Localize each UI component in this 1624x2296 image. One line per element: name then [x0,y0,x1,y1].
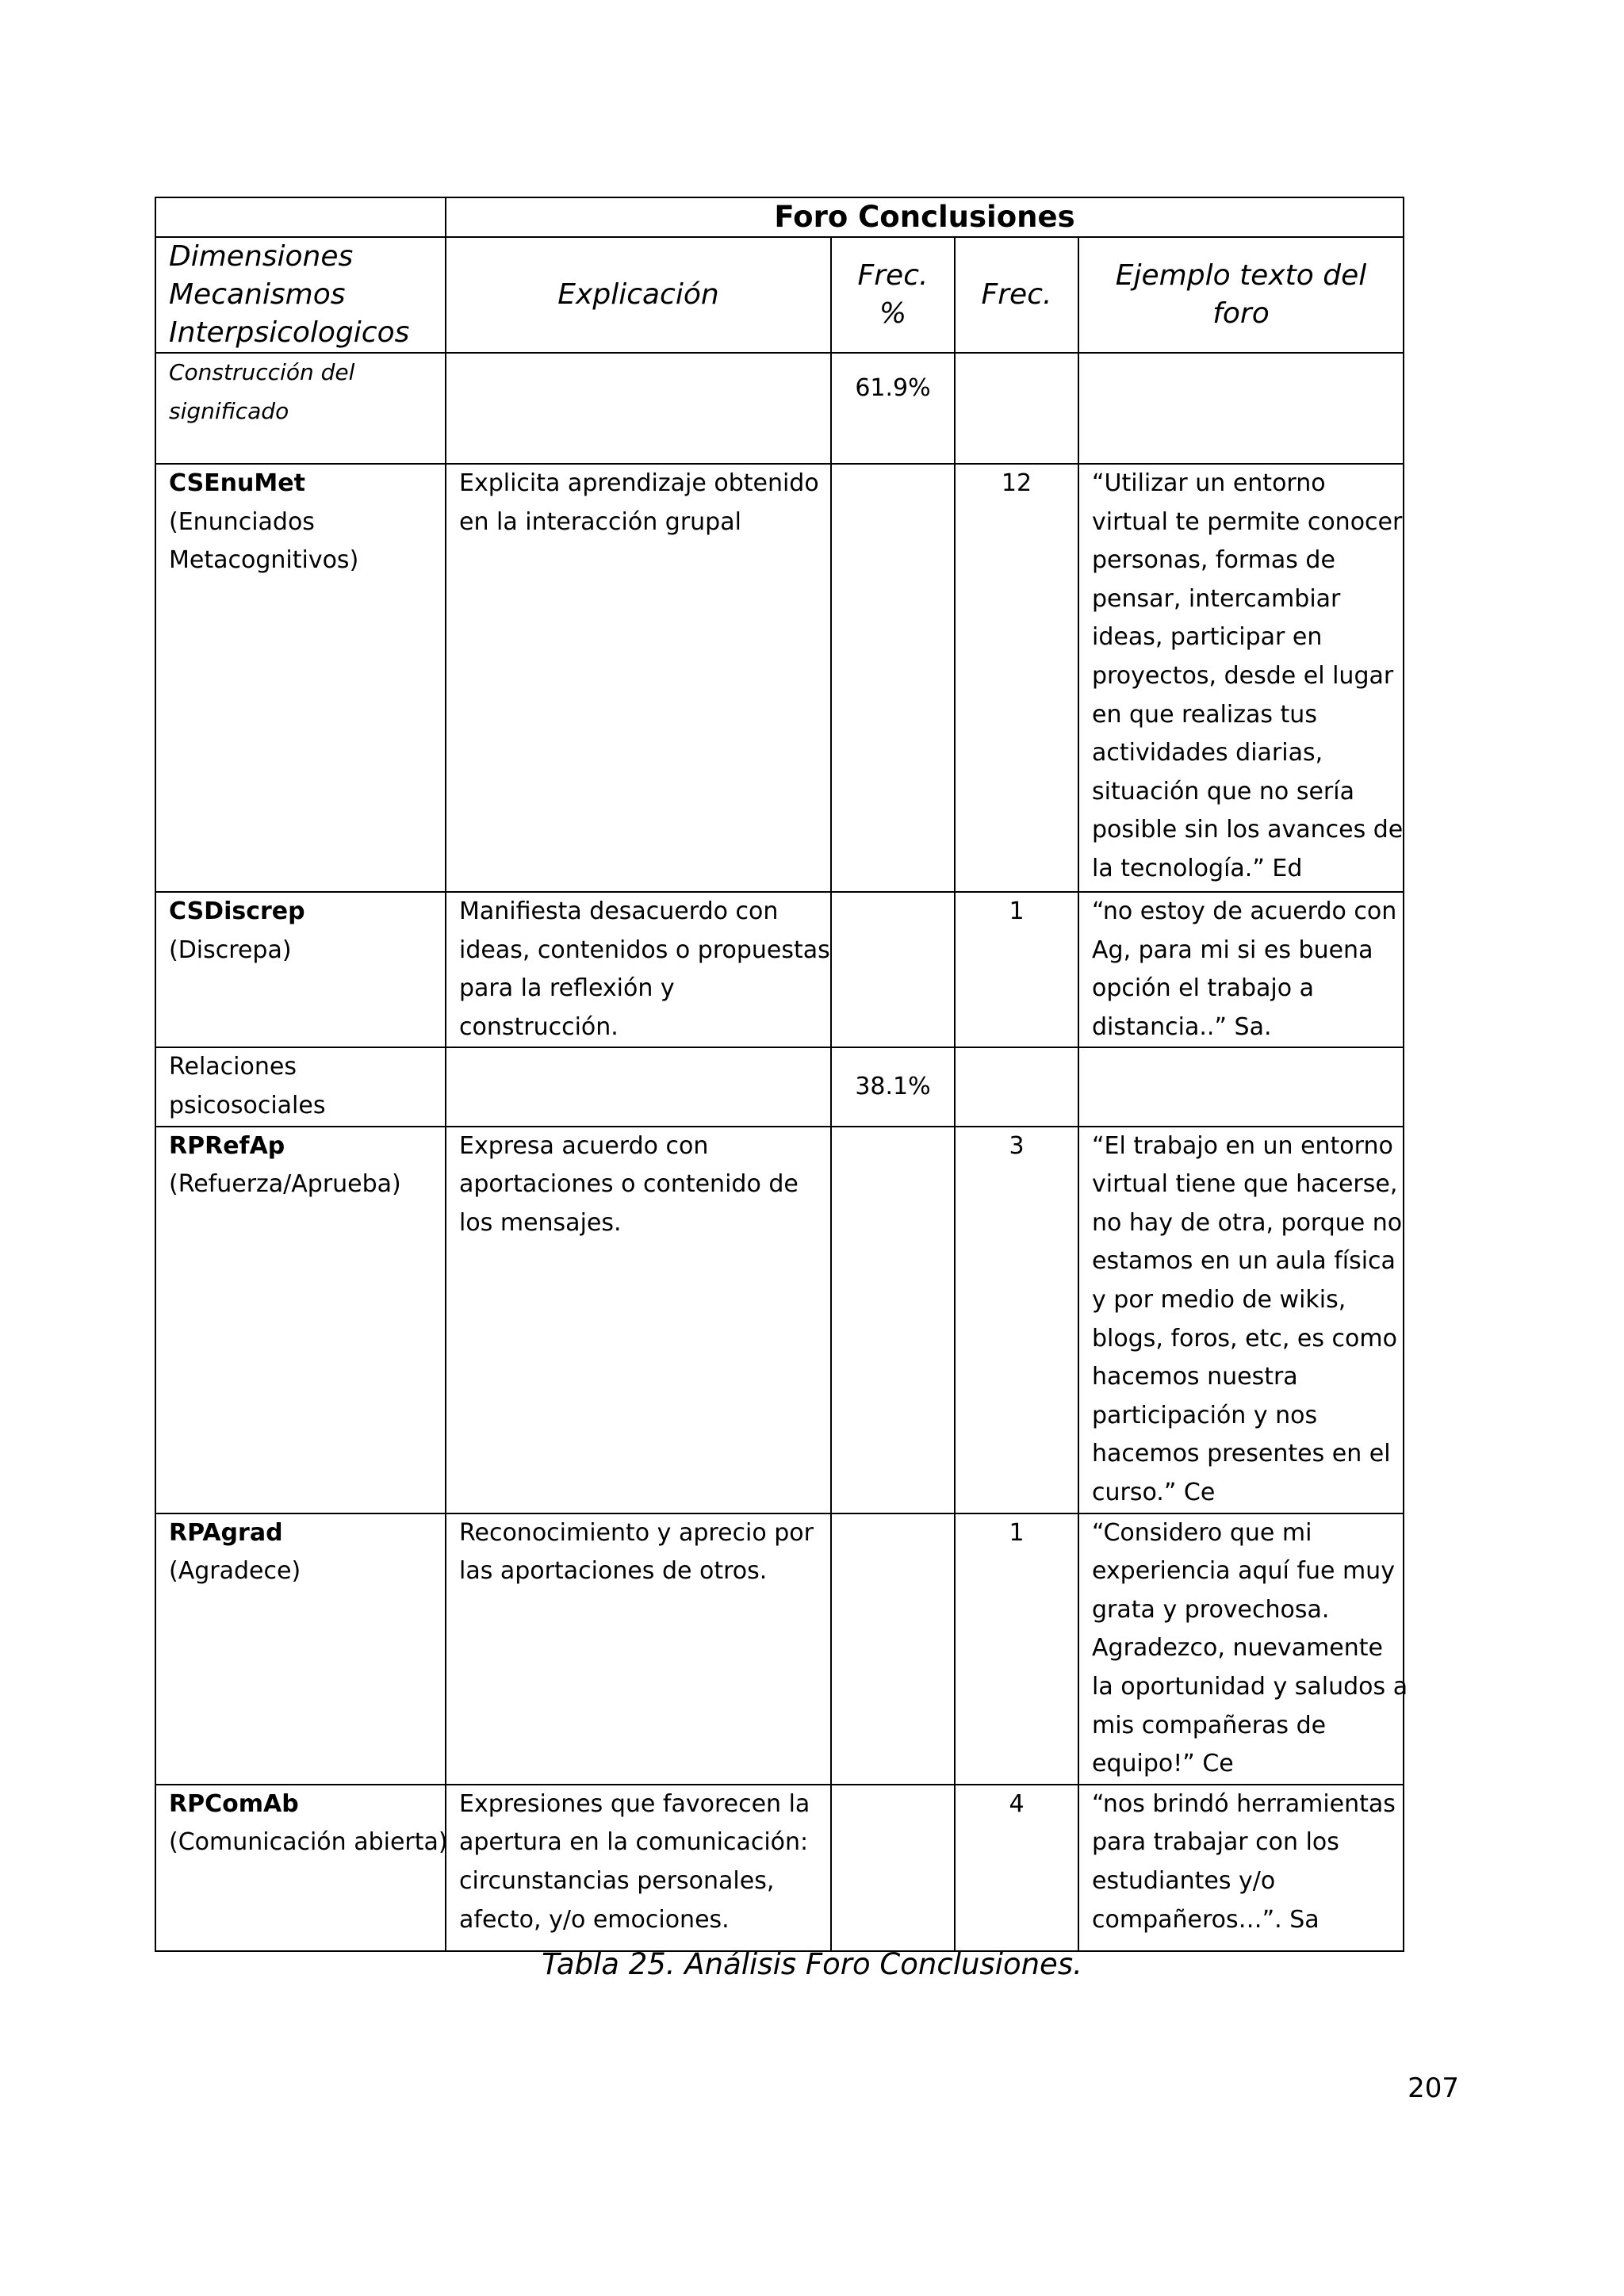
table-row [155,1513,1404,1785]
table-title: Foro Conclusiones [446,197,1404,237]
header-frec: Frec. [955,237,1078,353]
section-percent: 61.9% [831,353,955,464]
section-blank-explanation [446,353,831,464]
mechanism-code: RPComAb [169,1789,299,1818]
explanation-cell: Reconocimiento y aprecio por las aportaciones de otros. [446,1513,831,1785]
table-row [155,1127,1404,1513]
example-cell: “Considero que mi experiencia aquí fue muy grata y provechosa. Agradezco, nuevamente la oportunidad y saludos a mis compañeras de equipo!” Ce [1078,1513,1404,1785]
section-blank-explanation [446,1047,831,1126]
mechanism-code: RPAgrad [169,1518,283,1547]
table-row [155,464,1404,892]
section-label: Relaciones psicosociales [155,1047,446,1126]
table-row [155,892,1404,1047]
header-frec-pct: Frec. % [831,237,955,353]
section-blank-example [1078,1047,1404,1126]
example-cell: “no estoy de acuerdo con Ag, para mi si es buena opción el trabajo a distancia..” Sa. [1078,892,1404,1047]
explanation-cell: Manifiesta desacuerdo con ideas, contenidos o propuestas para la reflexión y construcción. [446,892,831,1047]
title-blank-cell [155,197,446,237]
table-row [155,1785,1404,1951]
mechanism-cell: CSDiscrep (Discrepa) [155,892,446,1047]
header-row [155,237,1404,353]
mechanism-cell: CSEnuMet (Enunciados Metacognitivos) [155,464,446,892]
page-number: 207 [1408,2072,1459,2104]
percent-cell [831,1785,955,1951]
explanation-cell: Expresiones que favorecen la apertura en la comunicación: circunstancias personales, afecto, y/o emociones. [446,1785,831,1951]
mechanism-cell: RPRefAp (Refuerza/Aprueba) [155,1127,446,1513]
section-blank-example [1078,353,1404,464]
mechanism-cell: RPAgrad (Agradece) [155,1513,446,1785]
explanation-cell: Explicita aprendizaje obtenido en la interacción grupal [446,464,831,892]
mechanism-code: RPRefAp [169,1131,285,1160]
table-caption: Tabla 25. Análisis Foro Conclusiones. [542,1947,1082,1981]
title-row [155,197,1404,237]
header-ejemplo: Ejemplo texto del foro [1078,237,1404,353]
section-row [155,353,1404,464]
example-cell: “Utilizar un entorno virtual te permite conocer personas, formas de pensar, intercambiar ideas, participar en proyectos, desde el lugar en que realizas tus actividades diarias, situación que no sería posible sin los avances de la tecnología.” Ed [1078,464,1404,892]
header-dimensiones: Dimensiones Mecanismos Interpsicologicos [155,237,446,353]
section-label: Construcción del significado [155,353,446,464]
frequency-cell: 1 [955,1513,1078,1785]
section-blank-freq [955,1047,1078,1126]
explanation-cell: Expresa acuerdo con aportaciones o contenido de los mensajes. [446,1127,831,1513]
example-cell: “El trabajo en un entorno virtual tiene que hacerse, no hay de otra, porque no estamos en un aula física y por medio de wikis, blogs, foros, etc, es como hacemos nuestra participación y nos hacemos presentes en el curso.” Ce [1078,1127,1404,1513]
percent-cell [831,1127,955,1513]
frequency-cell: 4 [955,1785,1078,1951]
example-cell: “nos brindó herramientas para trabajar con los estudiantes y/o compañeros…”. Sa [1078,1785,1404,1951]
percent-cell [831,892,955,1047]
mechanism-cell: RPComAb (Comunicación abierta) [155,1785,446,1951]
frequency-cell: 12 [955,464,1078,892]
foro-conclusiones-table [155,197,1408,1952]
section-percent: 38.1% [831,1047,955,1126]
mechanism-code: CSDiscrep [169,897,305,925]
frequency-cell: 3 [955,1127,1078,1513]
frequency-cell: 1 [955,892,1078,1047]
percent-cell [831,1513,955,1785]
section-row [155,1047,1404,1126]
percent-cell [831,464,955,892]
header-explicacion: Explicación [446,237,831,353]
mechanism-code: CSEnuMet [169,469,305,497]
section-blank-freq [955,353,1078,464]
